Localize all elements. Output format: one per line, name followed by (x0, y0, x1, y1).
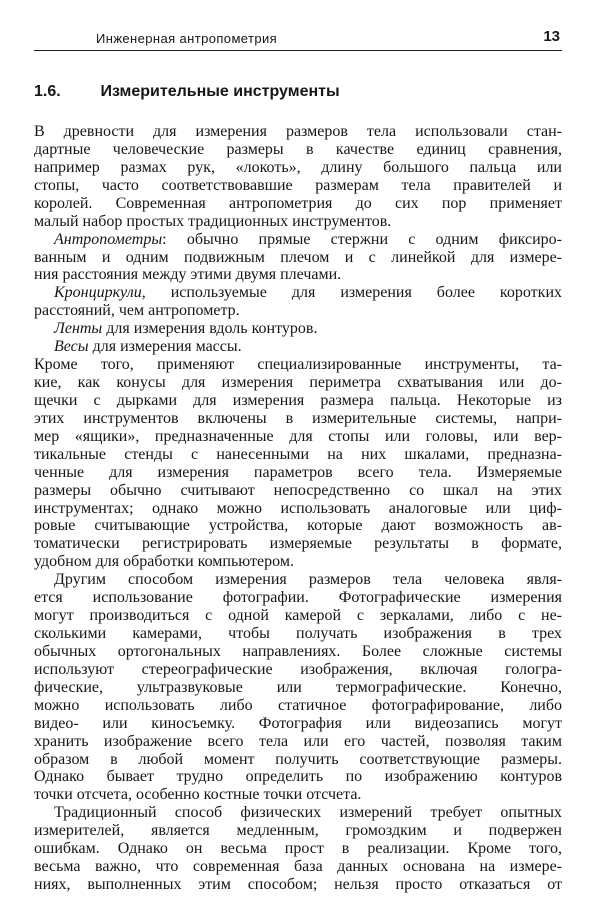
text-line: ошибкам. Однако он весьма прост в реализации. Кроме того, (34, 840, 562, 858)
definition-line (34, 319, 562, 338)
text-line: В древности для измерения размеров тела использовали стан- (34, 123, 562, 140)
text-line: томатически регистрировать измеряемые результаты в формате, (34, 535, 562, 553)
term-calipers: Кронциркули (54, 284, 142, 302)
text-line: ния расстояния между этими двумя плечами. (34, 266, 342, 284)
text-line: можно использовать либо статичное фотографирование, либо (34, 696, 562, 714)
text-line: щечки с дырками для измерения размера пальца. Некоторые из (34, 391, 562, 409)
punct-comma: , (141, 284, 171, 302)
text-line: ниях, выполненных этим способом; нельзя просто отказаться от (34, 876, 562, 893)
text-line: Однако бывает трудно определить по изображению контуров (34, 768, 562, 786)
text-line: дартные человеческие размеры в качестве единиц сравнения, (34, 140, 562, 158)
definition-line (34, 230, 562, 249)
term-anthropometers: Антропометры (54, 230, 163, 248)
text-line: расстояний, чем антропометр. (34, 302, 240, 320)
text-line: размеры обычно считывают непосредственно со шкал на этих (34, 481, 562, 499)
text-line: ется использование фотографии. Фотографические измерения (34, 589, 562, 607)
text-line: обычных ортогональных направлениях. Более сложные системы (34, 642, 562, 660)
text-line: используют стереографические изображения, включая гологра- (34, 660, 562, 678)
text-line: королей. Современная антропометрия до сих пор применяет (34, 194, 562, 212)
text-line: кие, как конусы для измерения периметра схватывания или до- (34, 374, 562, 391)
section-title: Измерительные инструменты (100, 83, 340, 100)
text-line: хранить изображение всего тела или его частей, позволяя таким (34, 732, 562, 750)
text-line: мер «ящики», предназначенные для стопы или головы, или вер- (34, 427, 562, 445)
text-line: ченные для измерения параметров всего тела. Измеряемые (34, 463, 562, 481)
text-line: измерителей, является медленным, громоздким и подвержен (34, 822, 562, 840)
page-number: 13 (543, 28, 560, 45)
text-line: например размах рук, «локоть», длину большого пальца или (34, 158, 562, 176)
text-line: могут производиться с одной камерой с зеркалами, либо с не- (34, 607, 562, 625)
definition-text: для измерения массы. (92, 338, 242, 356)
definition-text: обычно прямые стержни с одним фиксиро- (186, 230, 562, 248)
text-line: малый набор простых традиционных инструментов. (34, 212, 392, 230)
definition-text: для измерения вдоль контуров. (106, 320, 318, 338)
running-header (34, 28, 562, 51)
text-line: тикальные стенды с нанесенными на них шкалами, предназна- (34, 445, 562, 463)
text-line: весьма важно, что современная база данных основана на измере- (34, 858, 562, 876)
text-line: видео- или киносъемку. Фотография или видеозапись могут (34, 714, 562, 732)
text-line: этих инструментов включены в измерительные системы, напри- (34, 409, 562, 427)
text-line: ванным и одним подвижным плечом и с линейкой для измере- (34, 248, 562, 266)
text-line: инструментах; однако можно использовать аналоговые или циф- (34, 499, 562, 517)
text-line: удобном для обработки компьютером. (34, 553, 294, 571)
punct-colon: : (162, 230, 187, 248)
section-number: 1.6. (34, 83, 61, 100)
text-line: фические, ультразвуковые или термографические. Конечно, (34, 678, 562, 696)
text-line: сколькими камерами, чтобы получать изображения в трех (34, 625, 562, 642)
text-line: точки отсчета, особенно костные точки отсчета. (34, 786, 362, 804)
term-scales: Весы (54, 338, 89, 356)
definition-line (34, 337, 562, 356)
text-line: Кроме того, применяют специализированные инструменты, та- (34, 356, 562, 374)
text-line: Традиционный способ физических измерений требует опытных (54, 804, 562, 822)
definition-text: используемые для измерения более коротких (170, 284, 562, 302)
term-tapes: Ленты (54, 320, 103, 338)
running-title: Инженерная антропометрия (96, 31, 278, 46)
text-line: Другим способом измерения размеров тела человека явля- (54, 571, 562, 589)
text-line: ровые считывающие устройства, которые дают возможность ав- (34, 517, 562, 535)
section-heading (34, 83, 340, 101)
text-line: образом в любой момент получить соответствующие размеры. (34, 750, 562, 768)
definition-line (34, 283, 562, 302)
text-line: стопы, часто соответствовавшие размерам тела правителей и (34, 176, 562, 194)
